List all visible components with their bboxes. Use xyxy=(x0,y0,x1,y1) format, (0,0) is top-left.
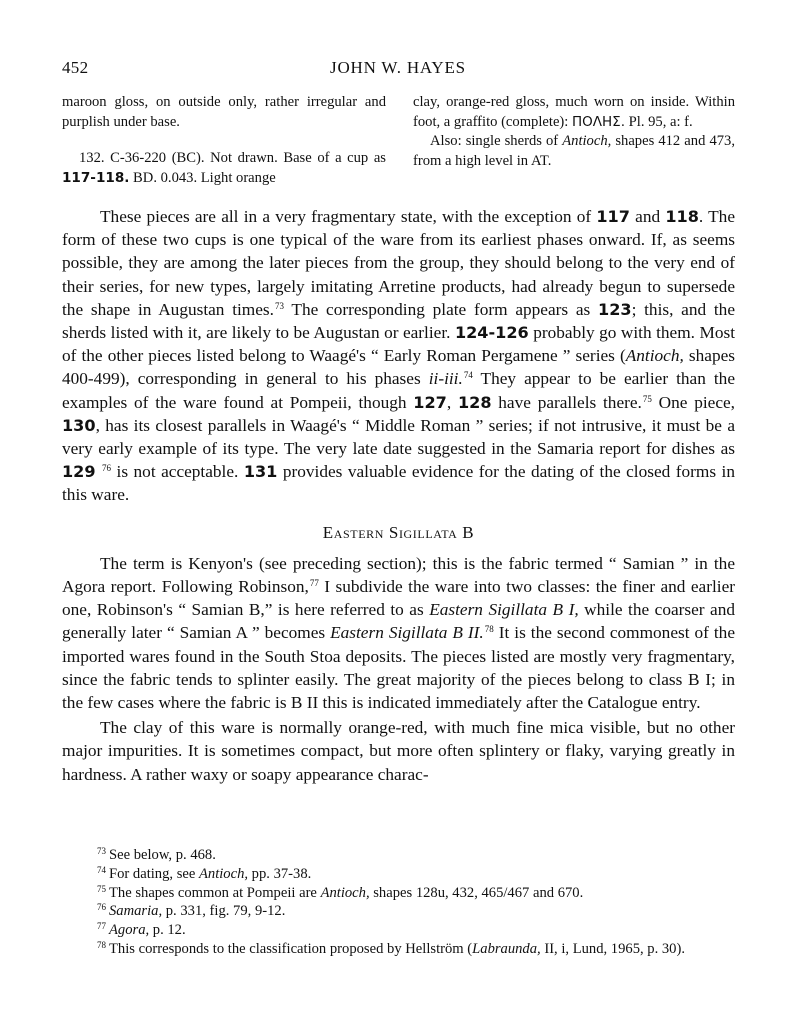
footnote-ref-76[interactable]: 76 xyxy=(102,463,112,474)
footnote-ref-74[interactable]: 74 xyxy=(463,370,473,381)
page-number: 452 xyxy=(62,58,89,77)
catalogue-entry-132-continued: clay, orange-red gloss, much worn on inside. Within foot, a graffito (complete): ΠΟΛΗΣ. Pl. 95, a: f. xyxy=(413,94,735,130)
catalogue-entry-132: 132. C-36-220 (BC). Not drawn. Base of a cup as 117-118. BD. 0.043. Light orange xyxy=(62,150,386,186)
page-header xyxy=(62,58,734,82)
footnote-75: $^{75}$ The shapes common at Pompeii are Antioch, shapes 128u, 432, 465/467 and 670. xyxy=(97,883,584,901)
body-paragraph-1: These pieces are all in a very fragmentary state, with the exception of 117 and 118. The form of these two cups is one typical of the ware from its earliest phases onward. If, as seems possible, they are among the later pieces from the group, they should belong to the very end of their series, for new types, largely imitating Arretine products, had already begun to supersede the shape in Augustan times.$^{73}$ The corresponding plate form appears as 123; this, and the sherds listed with it, are likely to be Augustan or earlier. 124-126 probably go with them. Most of the other pieces listed belong to Waagé's “ Early Roman Pergamene ” series (Antioch, shapes 400-499), corresponding in general to his phases ii-iii.$^{74}$ They appear to be earlier than the examples of the ware found at Pompeii, though 127, 128 have parallels there.$^{75}$ One piece, 130, has its closest parallels in Waagé's “ Middle Roman ” series; if not intrusive, it must be a very early example of its type. The very late date suggested in the Samaria report for dishes as 129 $^{76}$ is not acceptable. 131 provides valuable evidence for the dating of the closed forms in this ware. xyxy=(62,207,735,505)
footnote-ref-75[interactable]: 75 xyxy=(642,393,652,404)
footnote-ref-73[interactable]: 73 xyxy=(274,300,284,311)
catalogue-entry-continuation: maroon gloss, on outside only, rather irregular and purplish under base. xyxy=(62,94,386,130)
footnote-ref-78[interactable]: 78 xyxy=(484,624,494,635)
footnotes xyxy=(62,846,735,959)
catalogue-right-column xyxy=(413,93,735,171)
footnote-78: $^{78}$ This corresponds to the classification proposed by Hellström (Labraunda, II, i, Lund, 1965, p. 30). xyxy=(97,939,685,957)
body-paragraph-3: The clay of this ware is normally orange-red, with much fine mica visible, but no other major impurities. It is sometimes compact, but more often splintery or flaky, varying greatly in hardness. A rather waxy or soapy appearance charac- xyxy=(62,718,735,784)
also-sherds-note: Also: single sherds of Antioch, shapes 412 and 473, from a high level in AT. xyxy=(413,133,735,169)
graffito-text: ΠΟΛΗΣ. xyxy=(572,113,625,130)
footnote-74: $^{74}$ For dating, see Antioch, pp. 37-38. xyxy=(97,864,312,882)
entry-cross-ref: 117-118. xyxy=(62,169,130,186)
footnote-ref-77[interactable]: 77 xyxy=(309,578,319,589)
catalogue-left-column xyxy=(62,93,386,188)
entry-number: 132. xyxy=(79,150,105,166)
running-title: JOHN W. HAYES xyxy=(330,58,466,77)
body-paragraph-2: The term is Kenyon's (see preceding section); this is the fabric termed “ Samian ” in the Agora report. Following Robinson,$^{77}$ I subdivide the ware into two classes: the finer and earlier one, Robinson's “ Samian B,” is here referred to as Eastern Sigillata B I, while the coarser and generally later “ Samian A ” becomes Eastern Sigillata B II.$^{78}$ It is the second commonest of the imported wares found in the South Stoa deposits. The pieces listed are mostly very fragmentary, since the fabric tends to splinter easily. The great majority of the pieces belong to class B I; in the few cases where the fabric is B II this is indicated immediately after the Catalogue entry. xyxy=(62,553,736,713)
footnote-73: $^{73}$ See below, p. 468. xyxy=(97,846,216,863)
section-heading: Eastern Sigillata B xyxy=(322,522,475,542)
footnote-76: $^{76}$ Samaria, p. 331, fig. 79, 9-12. xyxy=(97,902,286,920)
main-text xyxy=(62,205,735,786)
footnote-77: $^{77}$ Agora, p. 12. xyxy=(97,921,186,939)
